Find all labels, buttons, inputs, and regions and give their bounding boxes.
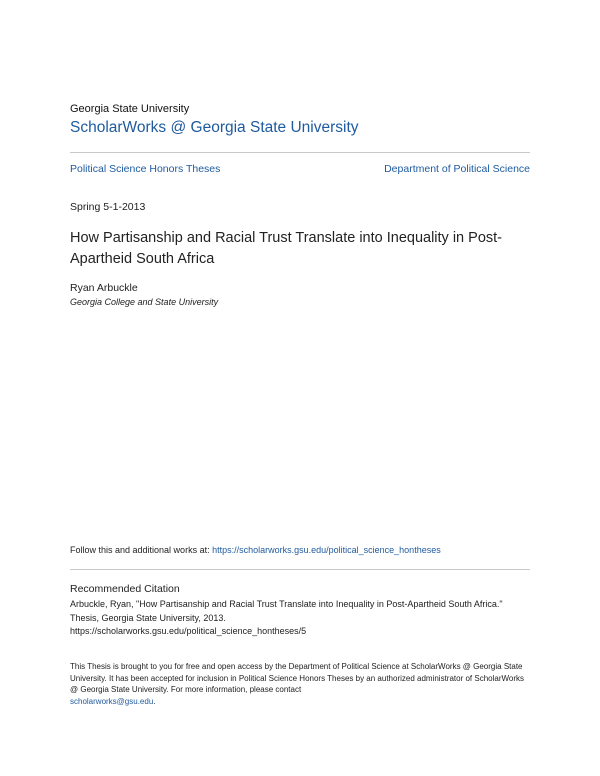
recommended-citation-heading: Recommended Citation [70,583,180,595]
access-statement [70,661,530,707]
statement-end: . [153,696,156,706]
access-statement-text: This Thesis is brought to you for free and open access by the Department of Political Science at ScholarWorks @ Georgia State University. It has been accepted for inclusion in Political Science Honors Theses by an authorized administrator of ScholarWorks @ Georgia State University. For more information, please contact [70,662,524,694]
top-divider [70,152,530,153]
contact-email-link[interactable]: scholarworks@gsu.edu [70,696,154,706]
citation-line: Arbuckle, Ryan, "How Partisanship and Racial Trust Translate into Inequality in Post-Apartheid South Africa." Thesis, Georgia State University, 2013. [70,599,503,623]
repository-name-link[interactable]: ScholarWorks @ Georgia State University [70,119,359,136]
series-link[interactable]: Political Science Honors Theses [70,163,221,175]
author-name: Ryan Arbuckle [70,282,138,294]
citation-url: https://scholarworks.gsu.edu/political_science_hontheses/5 [70,626,307,636]
repository-organization: Georgia State University [70,103,190,115]
follow-line [70,545,441,555]
follow-label: Follow this and additional works at: [70,545,213,555]
citation-text [70,598,530,639]
document-title: How Partisanship and Racial Trust Translate into Inequality in Post-Apartheid South Africa [70,230,502,267]
follow-url-link[interactable]: https://scholarworks.gsu.edu/political_science_hontheses [212,545,441,555]
bottom-divider [70,569,530,570]
department-link[interactable]: Department of Political Science [384,163,530,175]
author-affiliation: Georgia College and State University [70,297,219,307]
publication-date: Spring 5-1-2013 [70,201,146,213]
